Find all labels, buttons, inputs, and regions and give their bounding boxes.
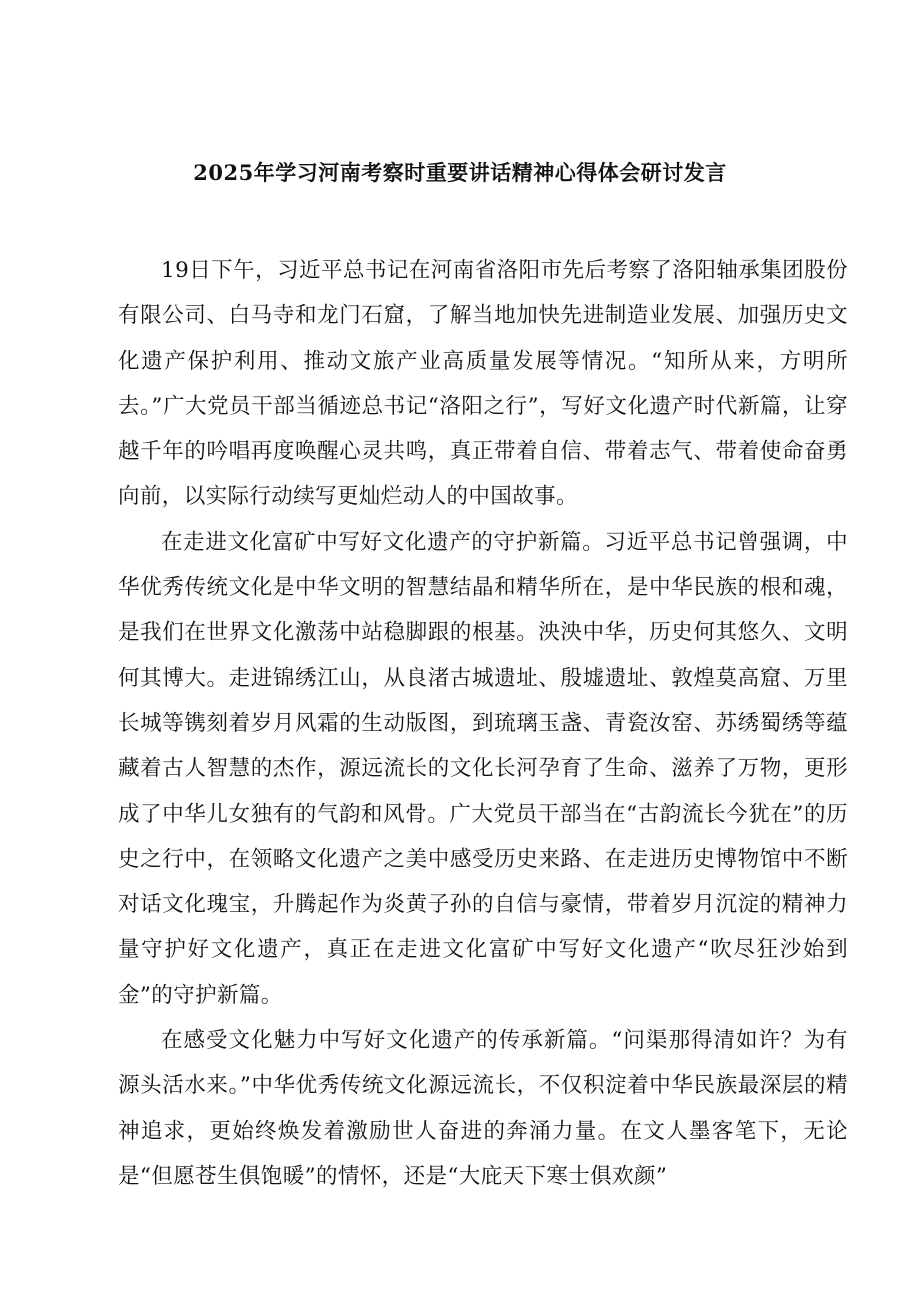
document-body [118,248,848,1199]
paragraph-2: 在走进文化富矿中写好文化遗产的守护新篇。习近平总书记曾强调，中华优秀传统文化是中华文明的智慧结晶和精华所在，是中华民族的根和魂，是我们在世界文化激荡中站稳脚跟的根基。泱泱中华，历史何其悠久、文明何其博大。走进锦绣江山，从良渚古城遗址、殷墟遗址、敦煌莫高窟、万里长城等镌刻着岁月风霜的生动版图，到琉璃玉盏、青瓷汝窑、苏绣蜀绣等蕴藏着古人智慧的杰作，源远流长的文化长河孕育了生命、滋养了万物，更形成了中华儿女独有的气韵和风骨。广大党员干部当在“古韵流长今犹在”的历史之行中，在领略文化遗产之美中感受历史来路、在走进历史博物馆中不断对话文化瑰宝，升腾起作为炎黄子孙的自信与豪情，带着岁月沉淀的精神力量守护好文化遗产，真正在走进文化富矿中写好文化遗产“吹尽狂沙始到金”的守护新篇。 [118,529,848,1008]
document-title: 2025年学习河南考察时重要讲话精神心得体会研讨发言 [193,160,727,185]
paragraph-1: 19日下午，习近平总书记在河南省洛阳市先后考察了洛阳轴承集团股份有限公司、白马寺和龙门石窟，了解当地加快先进制造业发展、加强历史文化遗产保护利用、推动文旅产业高质量发展等情况。“知所从来，方明所去。”广大党员干部当循迹总书记“洛阳之行”，写好文化遗产时代新篇，让穿越千年的吟唱再度唤醒心灵共鸣，真正带着自信、带着志气、带着使命奋勇向前，以实际行动续写更灿烂动人的中国故事。 [118,258,848,510]
paragraph-3: 在感受文化魅力中写好文化遗产的传承新篇。“问渠那得清如许？为有源头活水来。”中华优秀传统文化源远流长，不仅积淀着中华民族最深层的精神追求，更始终焕发着激励世人奋进的奔涌力量。在文人墨客笔下，无论是“但愿苍生俱饱暖”的情怀，还是“大庇天下寒士俱欢颜” [118,1028,848,1189]
